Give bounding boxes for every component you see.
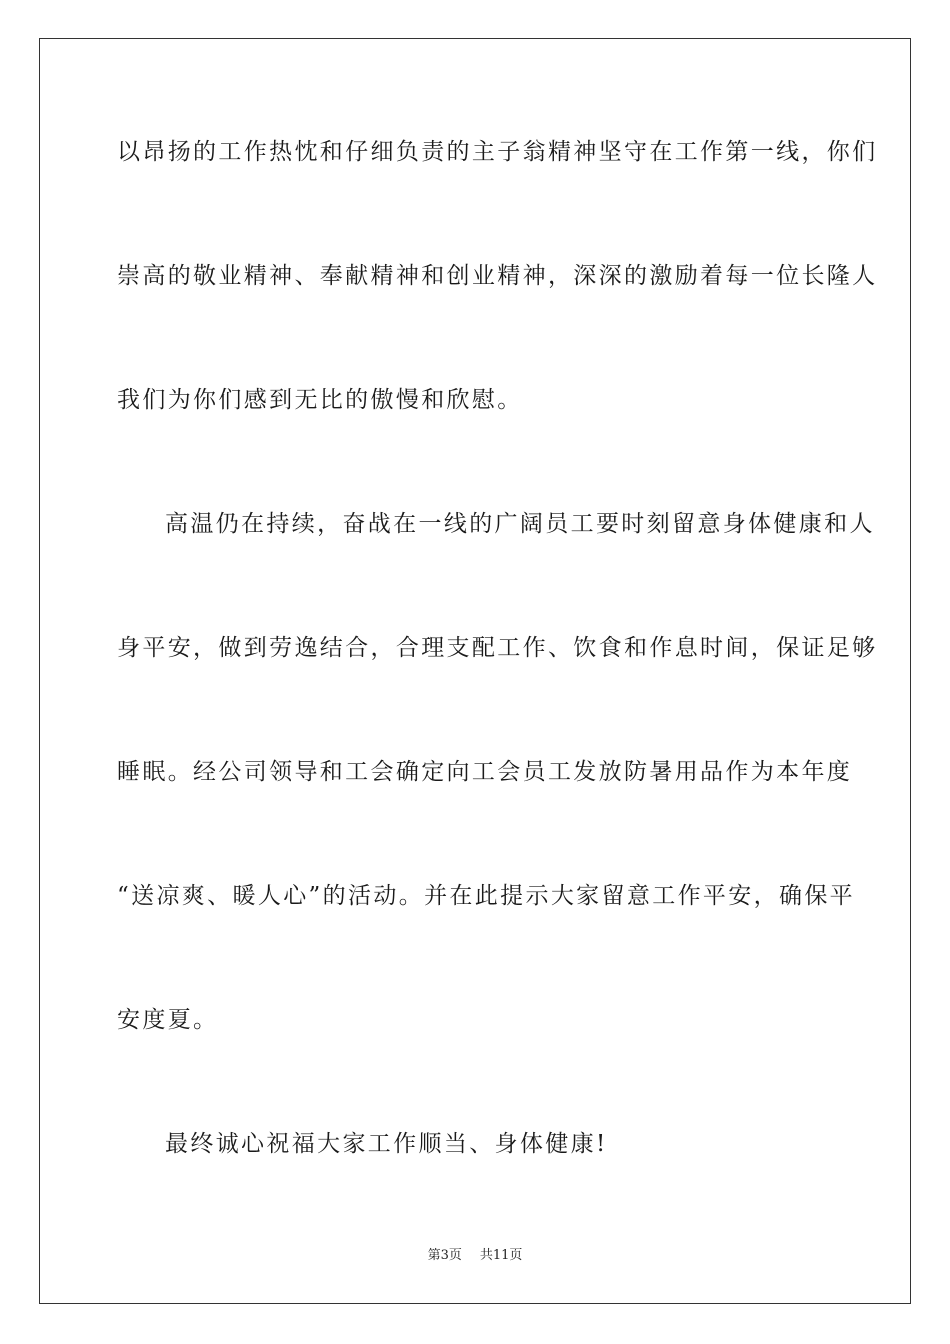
paragraph-1-line-3: 我们为你们感到无比的傲慢和欣慰。	[117, 387, 523, 413]
page-number: 第3页	[427, 1248, 462, 1263]
paragraph-3-line-1: 最终诚心祝福大家工作顺当、身体健康!	[165, 1131, 608, 1157]
page-footer	[0, 1248, 950, 1264]
paragraph-2-line-5: 安度夏。	[117, 1007, 219, 1033]
paragraph-2-line-3: 睡眠。经公司领导和工会确定向工会员工发放防暑用品作为本年度	[117, 759, 853, 785]
page-border	[39, 38, 911, 1304]
paragraph-1-line-2: 崇高的敬业精神、奉献精神和创业精神，深深的激励着每一位长隆人	[117, 263, 878, 289]
page-total: 共11页	[479, 1248, 523, 1263]
paragraph-1-line-1: 以昂扬的工作热忱和仔细负责的主子翁精神坚守在工作第一线，你们	[117, 139, 878, 165]
paragraph-2-line-2: 身平安，做到劳逸结合，合理支配工作、饮食和作息时间，保证足够	[117, 635, 878, 661]
paragraph-2-line-1: 高温仍在持续，奋战在一线的广阔员工要时刻留意身体健康和人	[165, 511, 875, 537]
paragraph-2-line-4: “送凉爽、暖人心”的活动。并在此提示大家留意工作平安，确保平	[117, 883, 856, 909]
